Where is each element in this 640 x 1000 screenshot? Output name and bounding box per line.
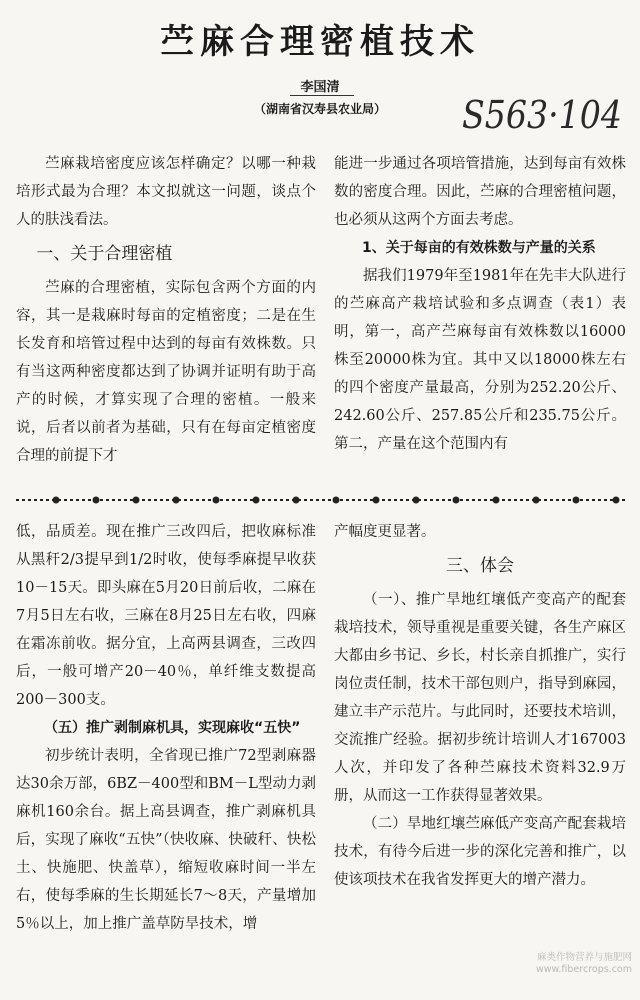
paragraph-continued: 能进一步通过各项培管措施，达到每亩有效株数的密度合理。因此，苎麻的合理密植问题，也必须从这两个方面去考虑。 [334,156,626,228]
paragraph: 据我们1979年至1981年在先丰大队进行的苎麻高产栽培试验和多点调查（表1）表明，第一，高产苎麻每亩有效株数以16000株至20000株为宜。其中又以18000株左右的四个密度产量最高，分别为252.20公斤、242.60公斤、257.85公斤和235.75公斤。第二，产量在这个范围内有 [334,268,626,452]
section-divider [16,492,626,508]
column-upper-right [334,150,626,490]
watermark-url: www.fibercrops.com [535,964,632,975]
author-name: 李国清 [300,80,340,95]
svg-text:S563·104: S563·104 [462,93,622,137]
section-heading-1: 一、关于合理密植 [36,244,173,264]
paragraph: （一）、推广旱地红壤低产变高产的配套栽培技术，领导重视是重要关键，各生产麻区大都由乡书记、乡长，村长亲自抓推广，实行岗位责任制，技术干部包则户，指导到麻园，建立丰产示范片。与此同时，还要技术培训，交流推广经验。据初步统计培训人才167003人次，并印发了各种苎麻技术资料32.9万册，从而这一工作获得显著效果。 [334,592,626,804]
paragraph: （二）旱地红壤苎麻低产变高产配套栽培技术，有待今后进一步的深化完善和推广，以使该项技术在我省发挥更大的增产潜力。 [334,816,626,888]
handwritten-catalog-number [458,84,628,142]
watermark-site-name: 麻类作物营养与施肥网 [536,952,632,963]
intro-paragraph: 苎麻栽培密度应该怎样确定？以哪一种栽培形式最为合理？本文拟就这一问题，谈点个人的肤浅看法。 [16,156,316,228]
subsection-heading-5: （五）推广剥制麻机具，实现麻收“五快” [44,720,301,736]
paragraph-continued: 低，品质差。现在推广三改四后，把收麻标准从黑秆2/3提早到1/2时收，使每季麻提早收获10－15天。即头麻在5月20日前后收，二麻在7月5日左右收，三麻在8月25日左右收，四麻在霜冻前收。据分宜，上高两县调查，三改四后，一般可增产20－40％，单纤维支数提高200－300支。 [16,524,316,708]
paragraph: 初步统计表明，全省现已推广72型剥麻器达30余万部，6BZ－400型和BM－L型动力剥麻机160余台。据上高县调查，推广剥麻机具后，实现了麻收“五快”（快收麻、快破秆、快松土、快施肥、快盖草），缩短收麻时间一半左右，使每季麻的生长期延长7～8天，产量增加5％以上，加上推广盖草防旱技术，增 [16,748,316,932]
column-lower-right [334,518,626,988]
column-upper-left [16,150,316,490]
subsection-heading-1: 1、关于每亩的有效株数与产量的关系 [362,240,596,256]
site-watermark [482,952,632,976]
column-lower-left [16,518,316,988]
paragraph-continued: 产幅度更显著。 [334,524,436,540]
paragraph: 苎麻的合理密植，实际包含两个方面的内容，其一是栽麻时每亩的定植密度；二是在生长发育和培管过程中达到的每亩有效株数。只有当这两种密度都达到了协调并证明有助于高产的时候，才算实现了合理的密植。一般来说，后者以前者为基础，只有在每亩定植密度合理的前提下才 [16,280,316,464]
author-underline [290,95,354,96]
author-affiliation: （湖南省汉寿县农业局） [253,102,386,116]
article-title: 苎麻合理密植技术 [160,22,480,62]
section-heading-3: 三、体会 [446,556,514,576]
